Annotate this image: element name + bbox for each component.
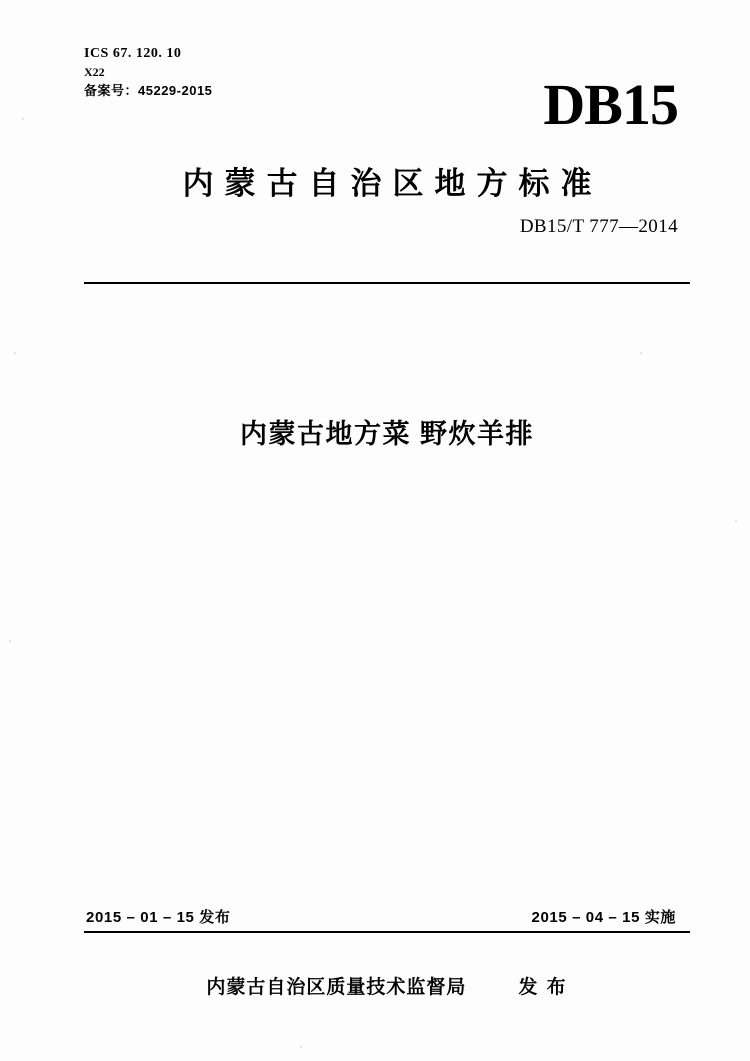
scan-speckle: [9, 640, 11, 642]
scan-speckle: [22, 118, 24, 120]
record-number: 备案号：45229-2015: [84, 82, 213, 98]
ics-block: [84, 44, 212, 101]
standard-number: DB15/T 777—2014: [519, 216, 678, 237]
scan-speckle: [640, 352, 642, 354]
footer-divider: [84, 931, 690, 933]
issue-word: 发 布: [518, 977, 568, 998]
classification-code: X22: [84, 65, 105, 80]
ics-code: ICS 67. 120. 10: [84, 46, 182, 61]
header-divider: [84, 282, 690, 284]
issuer-row: [84, 972, 690, 999]
scan-speckle: [14, 352, 16, 354]
standard-series-title: 内蒙古自治区地方标准: [182, 166, 603, 201]
scan-speckle: [735, 520, 737, 522]
issue-date: 2015 – 01 – 15 发布: [86, 909, 231, 926]
scan-speckle: [300, 1046, 302, 1048]
effective-date: 2015 – 04 – 15 实施: [531, 909, 676, 926]
page-title: 内蒙古地方菜 野炊羊排: [239, 419, 534, 449]
issuer-name: 内蒙古自治区质量技术监督局: [206, 977, 467, 998]
db15-logo: DB15: [543, 72, 678, 137]
